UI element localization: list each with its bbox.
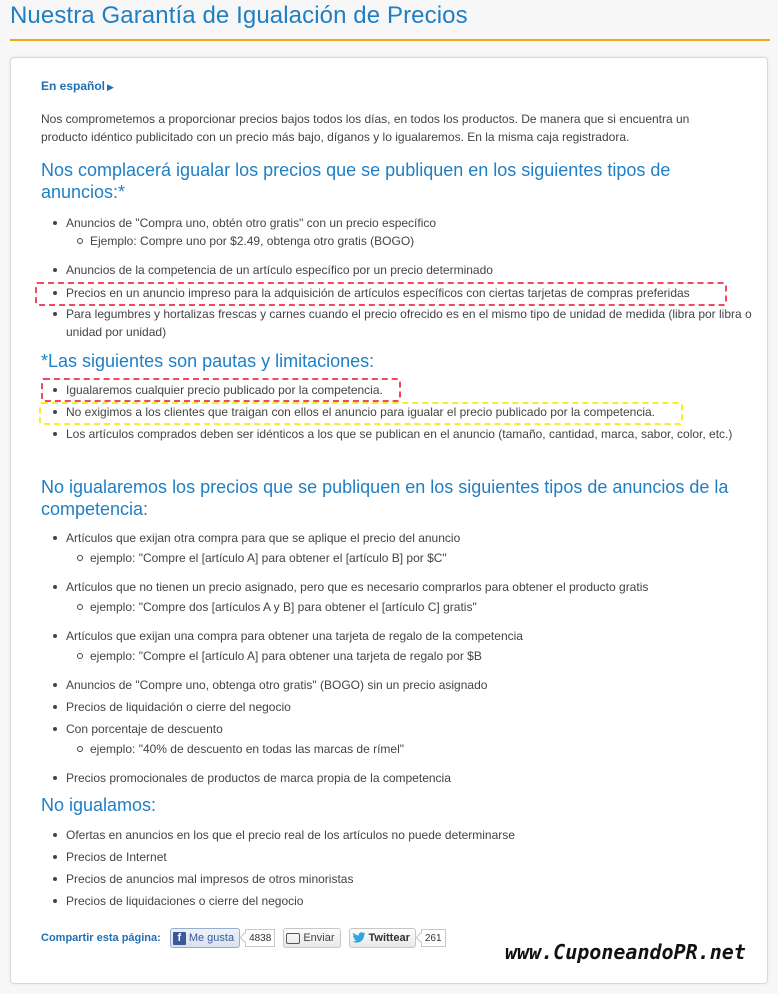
facebook-icon: f	[173, 932, 186, 945]
list-item: Artículos que exijan una compra para obtener una tarjeta de regalo de la competencia	[41, 627, 751, 645]
list-item: Anuncios de "Compre uno, obtenga otro gratis" (BOGO) sin un precio asignado	[41, 676, 751, 694]
like-count: 4838	[245, 929, 275, 947]
list-item: Artículos que exijan otra compra para que se aplique el precio del anuncio	[41, 529, 751, 547]
list-item: Anuncios de "Compra uno, obtén otro gratis" con un precio específico	[41, 214, 751, 232]
play-arrow-icon: ▶	[107, 82, 114, 92]
watermark: www.CuponeandoPR.net	[505, 940, 746, 964]
list-item: Para legumbres y hortalizas frescas y carnes cuando el precio ofrecido es en el mismo tipo de unidad de medida (libra por libra o unidad por unidad)	[41, 305, 756, 341]
list-subitem: ejemplo: "Compre el [artículo A] para obtener una tarjeta de regalo por $B	[41, 647, 751, 665]
list-item: Artículos que no tienen un precio asignado, pero que es necesario comprarlos para obtener el producto gratis	[41, 578, 751, 596]
list-subitem: ejemplo: "40% de descuento en todas las marcas de rímel"	[41, 740, 751, 758]
list-item: Precios de anuncios mal impresos de otros minoristas	[41, 870, 751, 888]
list-item: Con porcentaje de descuento	[41, 720, 751, 738]
send-button[interactable]	[283, 928, 340, 948]
facebook-like-button[interactable]	[170, 928, 240, 948]
we-dont-match-list	[41, 826, 751, 910]
twitter-bird-icon	[352, 932, 366, 944]
section-heading-guidelines: *Las siguientes son pautas y limitaciones:	[41, 351, 375, 371]
tweet-label: Twittear	[368, 932, 410, 944]
list-item-highlighted: No exigimos a los clientes que traigan con ellos el anuncio para igualar el precio publicado por la competencia.	[41, 403, 751, 421]
language-link[interactable]	[41, 79, 114, 93]
title-divider	[10, 39, 770, 41]
language-link-label[interactable]: En español	[41, 79, 106, 93]
list-item: Precios de Internet	[41, 848, 751, 866]
list-item: Anuncios de la competencia de un artículo específico por un precio determinado	[41, 261, 751, 279]
guidelines-list	[41, 381, 751, 443]
intro-paragraph: Nos comprometemos a proporcionar precios bajos todos los días, en todos los productos. De manera que si encuentra un producto idéntico publicitado con un precio más bajo, díganos y lo igualaremos. En la misma caja registradora.	[41, 112, 690, 144]
tweet-button[interactable]	[349, 928, 416, 948]
speech-bubble-icon	[286, 933, 300, 944]
list-item: Los artículos comprados deben ser idénticos a los que se publican en el anuncio (tamaño, cantidad, marca, sabor, color, etc.)	[41, 425, 756, 443]
share-bar	[41, 927, 454, 949]
content-card	[10, 57, 768, 984]
list-subitem: ejemplo: "Compre dos [artículos A y B] para obtener el [artículo C] gratis"	[41, 598, 751, 616]
page-title: Nuestra Garantía de Igualación de Precios	[10, 2, 468, 29]
list-item: Precios promocionales de productos de marca propia de la competencia	[41, 769, 751, 787]
list-item: Precios de liquidaciones o cierre del negocio	[41, 892, 751, 910]
section-heading-no-match: No igualaremos los precios que se publiquen en los siguientes tipos de anuncios de la competencia:	[41, 477, 729, 519]
like-label: Me gusta	[188, 932, 235, 944]
send-label: Enviar	[303, 932, 335, 944]
section-heading-match: Nos complacerá igualar los precios que se publiquen en los siguientes tipos de anuncios:*	[41, 160, 671, 202]
no-match-list	[41, 529, 751, 787]
share-label: Compartir esta página:	[41, 932, 161, 944]
list-item: Ofertas en anuncios en los que el precio real de los artículos no puede determinarse	[41, 826, 751, 844]
tweet-count: 261	[421, 929, 446, 947]
list-subitem: ejemplo: "Compre el [artículo A] para obtener el [artículo B] por $C"	[41, 549, 751, 567]
list-item-highlighted: Igualaremos cualquier precio publicado por la competencia.	[41, 381, 751, 399]
match-list	[41, 214, 751, 341]
list-item: Precios de liquidación o cierre del negocio	[41, 698, 751, 716]
section-heading-we-dont-match: No igualamos:	[41, 795, 157, 815]
list-subitem: Ejemplo: Compre uno por $2.49, obtenga otro gratis (BOGO)	[41, 232, 751, 250]
list-item-highlighted: Precios en un anuncio impreso para la adquisición de artículos específicos con ciertas tarjetas de compras preferidas	[41, 284, 751, 302]
